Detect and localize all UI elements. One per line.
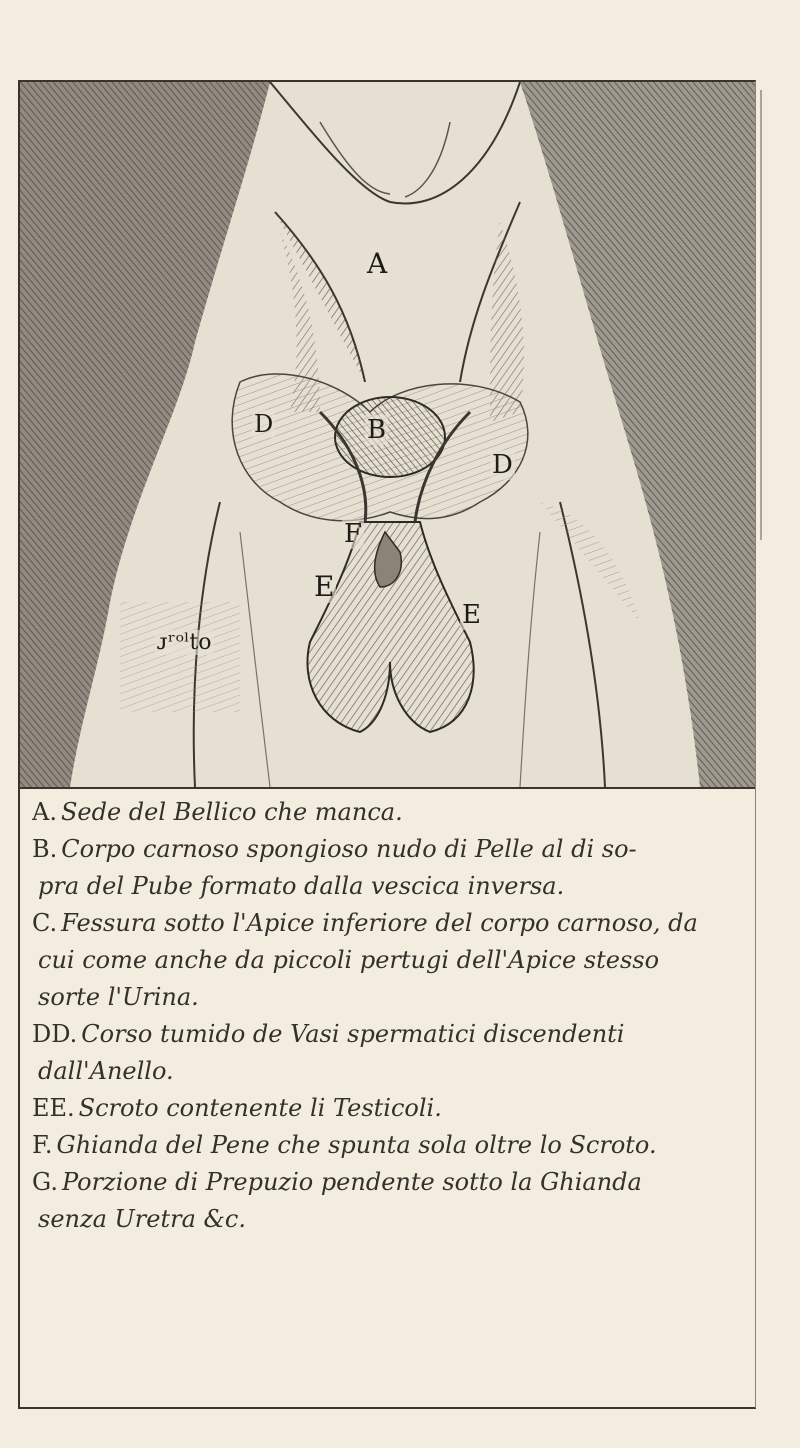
- legend-line: [32, 1201, 747, 1238]
- plate-label-d-left: D: [254, 410, 274, 438]
- legend-text: pra del Pube formato dalla vescica inversa.: [38, 872, 565, 900]
- legend-text: senza Uretra &c.: [38, 1205, 246, 1233]
- legend-text: sorte l'Urina.: [38, 983, 199, 1011]
- legend: [32, 794, 747, 1394]
- legend-text: Sede del Bellico che manca.: [60, 798, 403, 826]
- legend-letter: C.: [32, 909, 58, 937]
- legend-letter: A.: [32, 798, 57, 826]
- legend-text: Scroto contenente li Testicoli.: [78, 1094, 442, 1122]
- legend-line: [32, 1053, 747, 1090]
- legend-line: [32, 1090, 747, 1127]
- legend-text: Porzione di Prepuzio pendente sotto la Ghianda: [61, 1168, 642, 1196]
- legend-letter: DD.: [32, 1020, 78, 1048]
- legend-line: [32, 1164, 747, 1201]
- legend-text: Ghianda del Pene che spunta sola oltre lo Scroto.: [56, 1131, 657, 1159]
- legend-line: [32, 1127, 747, 1164]
- plate-sheet: [18, 80, 756, 1409]
- legend-text: Fessura sotto l'Apice inferiore del corpo carnoso, da: [61, 909, 698, 937]
- legend-line: [32, 905, 747, 942]
- plate-label-a: A: [367, 247, 388, 280]
- legend-letter: G.: [32, 1168, 58, 1196]
- margin-rule: [760, 90, 762, 540]
- legend-line: [32, 868, 747, 905]
- legend-letter: EE.: [32, 1094, 75, 1122]
- plate-fragment-text: ᴊʳᵒˡto: [157, 630, 212, 655]
- legend-line: [32, 942, 747, 979]
- plate-label-e-left: E: [314, 570, 335, 603]
- plate-label-d-right: D: [492, 450, 513, 480]
- plate-label-b: B: [367, 415, 387, 445]
- legend-text: Corso tumido de Vasi spermatici discendenti: [81, 1020, 625, 1048]
- legend-letter: B.: [32, 835, 58, 863]
- legend-text: dall'Anello.: [38, 1057, 174, 1085]
- legend-line: [32, 1016, 747, 1053]
- legend-text: Corpo carnoso spongioso nudo di Pelle al di so-: [61, 835, 637, 863]
- legend-letter: F.: [32, 1131, 53, 1159]
- legend-line: [32, 831, 747, 868]
- legend-line: [32, 979, 747, 1016]
- legend-text: cui come anche da piccoli pertugi dell'Apice stesso: [38, 946, 660, 974]
- anatomical-engraving: [20, 82, 755, 789]
- plate-label-e-right: E: [462, 600, 481, 630]
- legend-line: [32, 794, 747, 831]
- plate-label-f: F: [344, 519, 363, 549]
